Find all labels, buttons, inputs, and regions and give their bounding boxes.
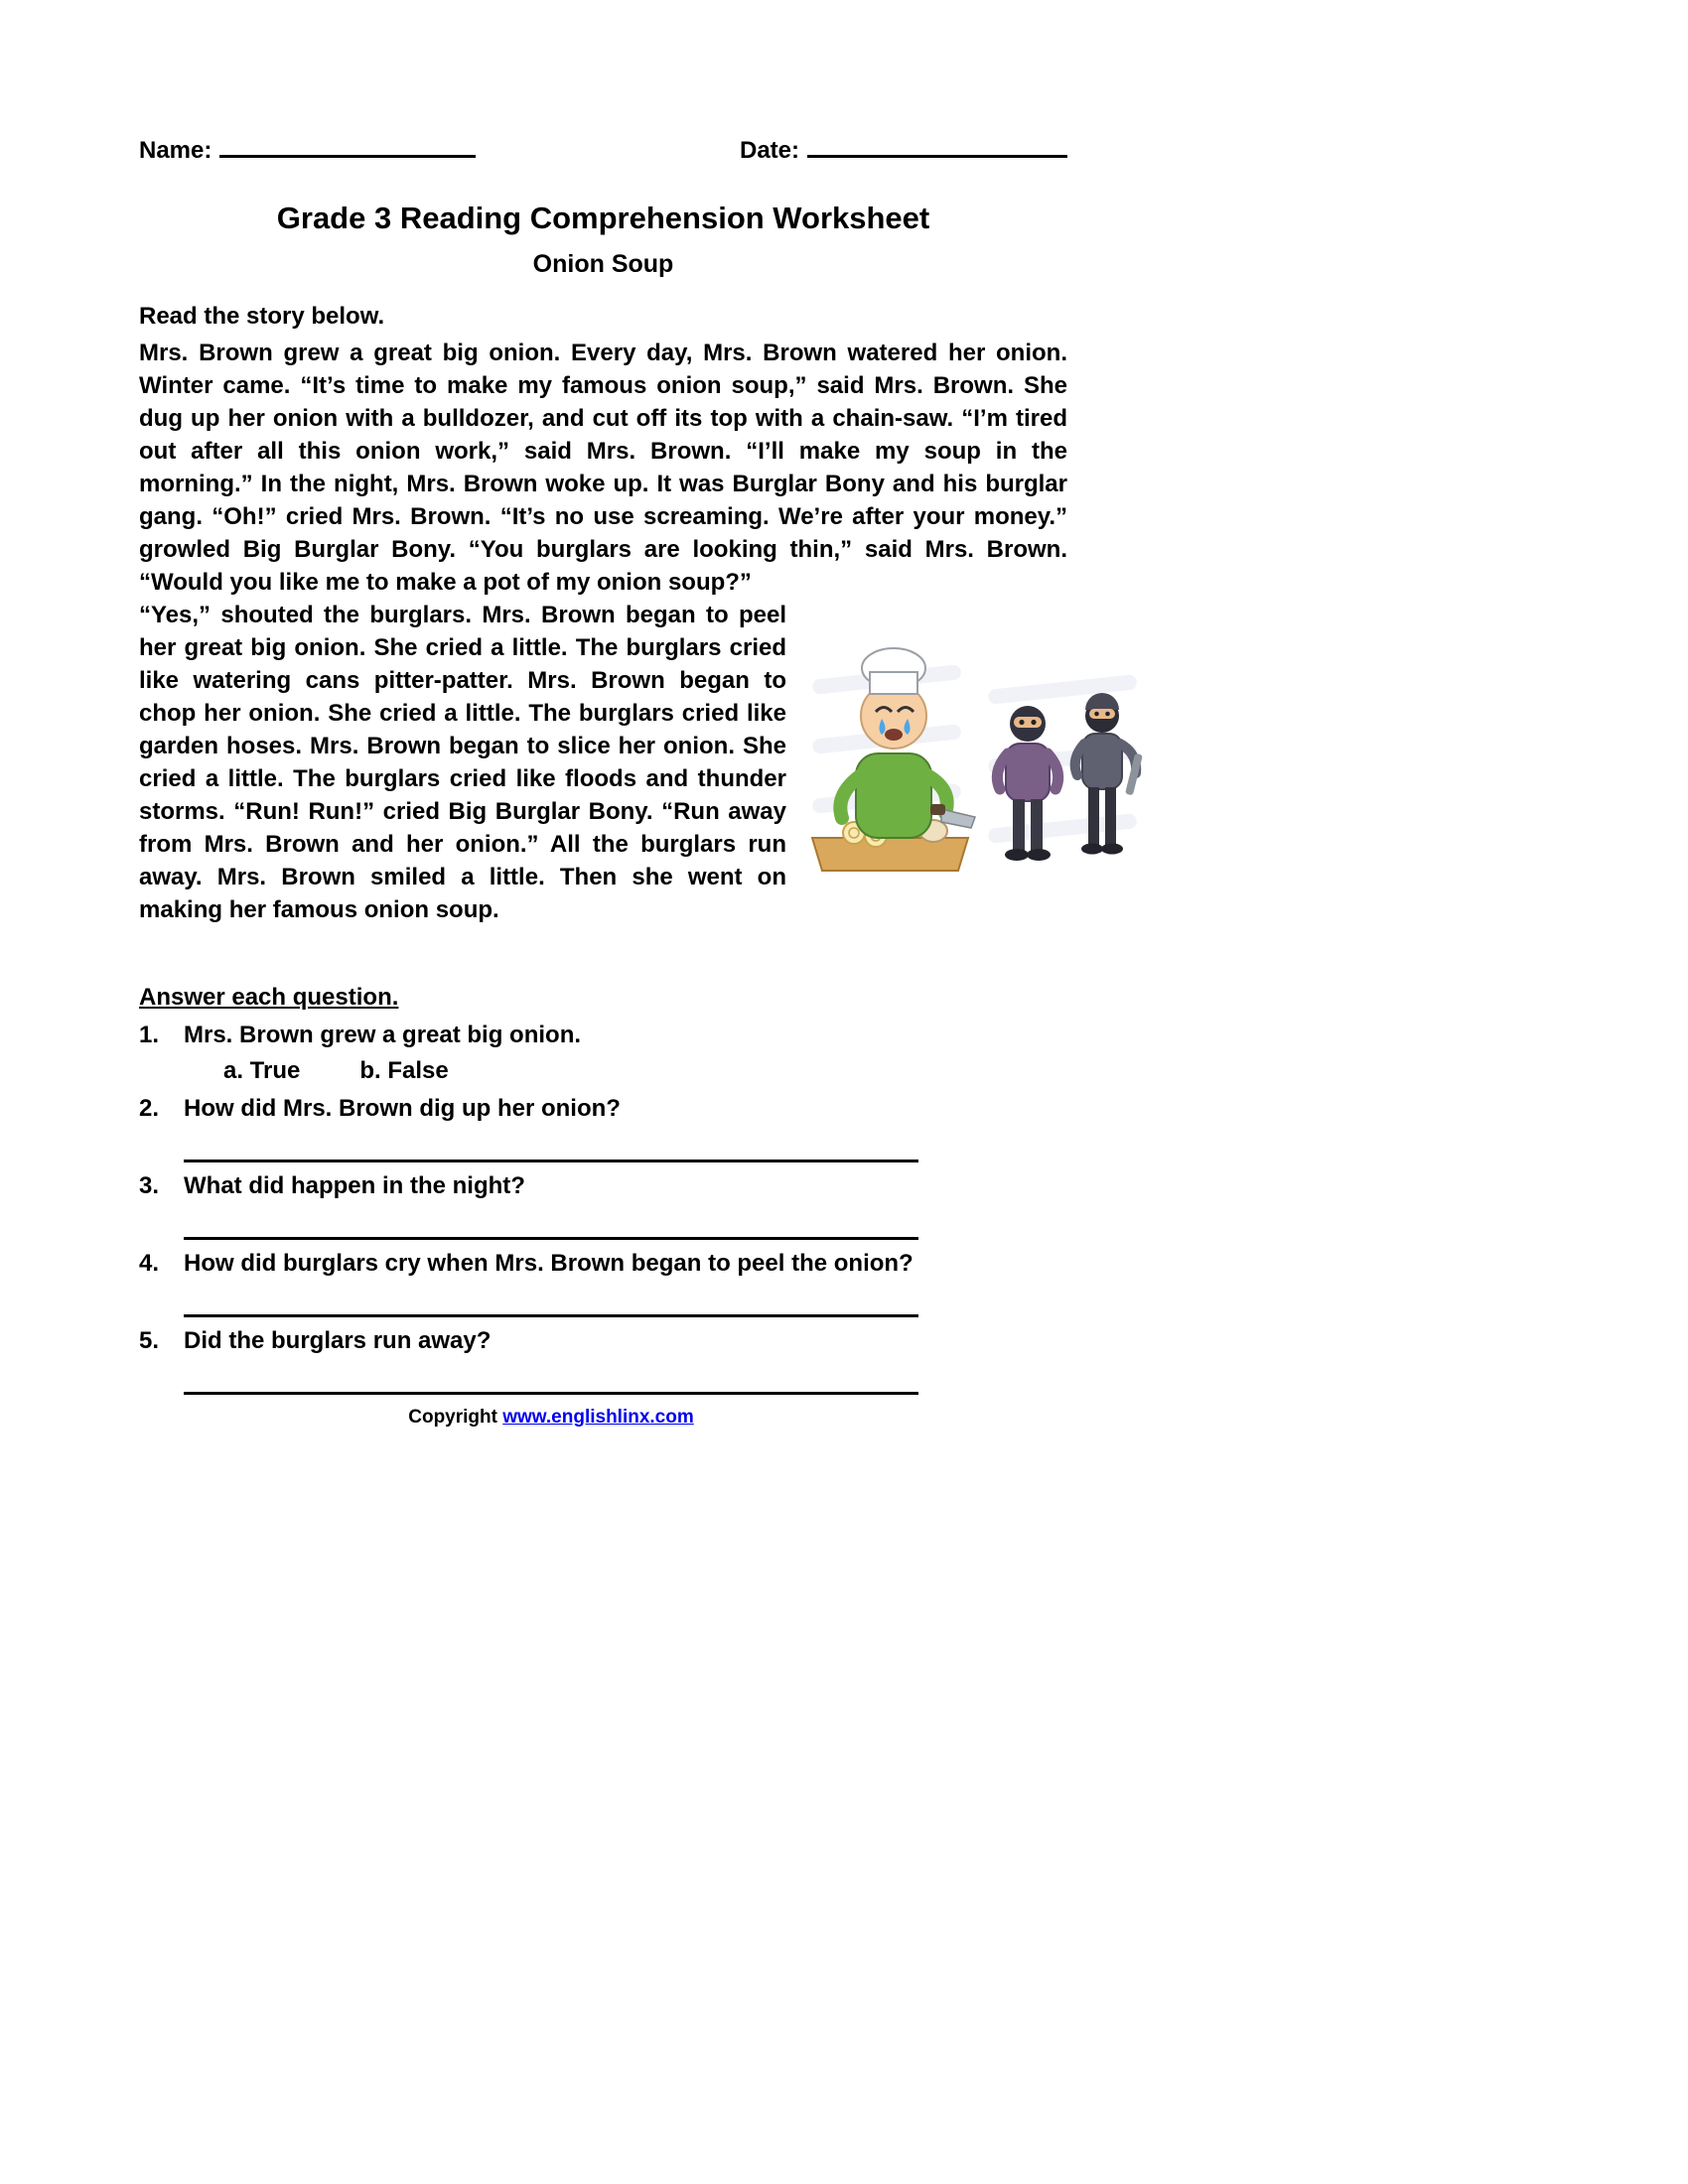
question-number: 2. — [139, 1095, 160, 1122]
page-subtitle: Onion Soup — [532, 250, 674, 278]
answer-line-2 — [184, 1125, 918, 1162]
page-title: Grade 3 Reading Comprehension Worksheet — [276, 201, 930, 235]
copyright-label: Copyright — [408, 1407, 497, 1428]
story-paragraph-1: Mrs. Brown grew a great big onion. Every day, Mrs. Brown watered her onion. Winter came. “It’s time to make my famous onion soup,” said Mrs. Brown. She dug up her onion with a bulldozer, and cut off its top with a chain-saw. “I’m tired out after all this onion work,” said Mrs. Brown. “I’ll make my soup in the morning.” In the night, Mrs. Brown woke up. It was Burglar Bony and his burglar gang. “Oh!” cried Mrs. Brown. “It’s no use screaming. We’re after your money.” growled Big Burglar Bony. “You burglars are looking thin,” said Mrs. Brown. “Would you like me to make a pot of my onion soup?” — [139, 340, 1067, 596]
burglar-figures — [997, 693, 1143, 861]
story-paragraph-2-wrap — [139, 599, 1067, 926]
question-item-1 — [139, 1019, 1067, 1051]
answer-line-4 — [184, 1280, 918, 1317]
footer — [184, 1407, 918, 1429]
question-text: How did Mrs. Brown dig up her onion? — [184, 1095, 621, 1122]
question-item-2 — [139, 1092, 1067, 1125]
question-item-5 — [139, 1324, 1067, 1357]
name-field-group — [139, 137, 476, 165]
answer-line-3 — [184, 1202, 918, 1240]
story-paragraph-2: “Yes,” shouted the burglars. Mrs. Brown began to peel her great big onion. She cried a little. The burglars cried like watering cans pitter-patter. Mrs. Brown began to chop her onion. She cried a little. The burglars cried like garden hoses. Mrs. Brown began to slice her onion. She cried a little. The burglars cried like floods and thunder storms. “Run! Run!” cried Big Burglar Bony. “Run away from Mrs. Brown and her onion.” All the burglars run away. Mrs. Brown smiled a little. Then she went on making her famous onion soup. — [139, 602, 786, 923]
story-illustration — [804, 605, 1147, 887]
questions-heading: Answer each question. — [139, 984, 399, 1011]
name-label: Name: — [139, 137, 212, 164]
date-blank-line — [807, 138, 1067, 158]
question-text: What did happen in the night? — [184, 1172, 525, 1199]
question-number: 4. — [139, 1250, 160, 1277]
question-item-3 — [139, 1169, 1067, 1202]
read-instruction: Read the story below. — [139, 303, 385, 330]
option-false: b. False — [359, 1057, 449, 1084]
question-text: How did burglars cry when Mrs. Brown began to peel the onion? — [184, 1250, 914, 1277]
question-number: 3. — [139, 1172, 160, 1199]
date-label: Date: — [739, 137, 799, 164]
question-text: Did the burglars run away? — [184, 1327, 492, 1354]
header-row — [139, 137, 1067, 165]
worksheet-content — [139, 0, 1067, 1429]
copyright-link[interactable]: www.englishlinx.com — [502, 1407, 694, 1428]
question-number: 5. — [139, 1327, 160, 1354]
name-blank-line — [219, 138, 476, 158]
option-true: a. True — [223, 1057, 301, 1084]
answer-line-5 — [184, 1357, 918, 1395]
date-field-group — [740, 137, 1067, 165]
story-illustration-svg — [804, 605, 1147, 887]
question-number: 1. — [139, 1022, 160, 1048]
question-text: Mrs. Brown grew a great big onion. — [184, 1022, 582, 1048]
question-1-options — [223, 1057, 1067, 1085]
question-item-4 — [139, 1247, 1067, 1280]
